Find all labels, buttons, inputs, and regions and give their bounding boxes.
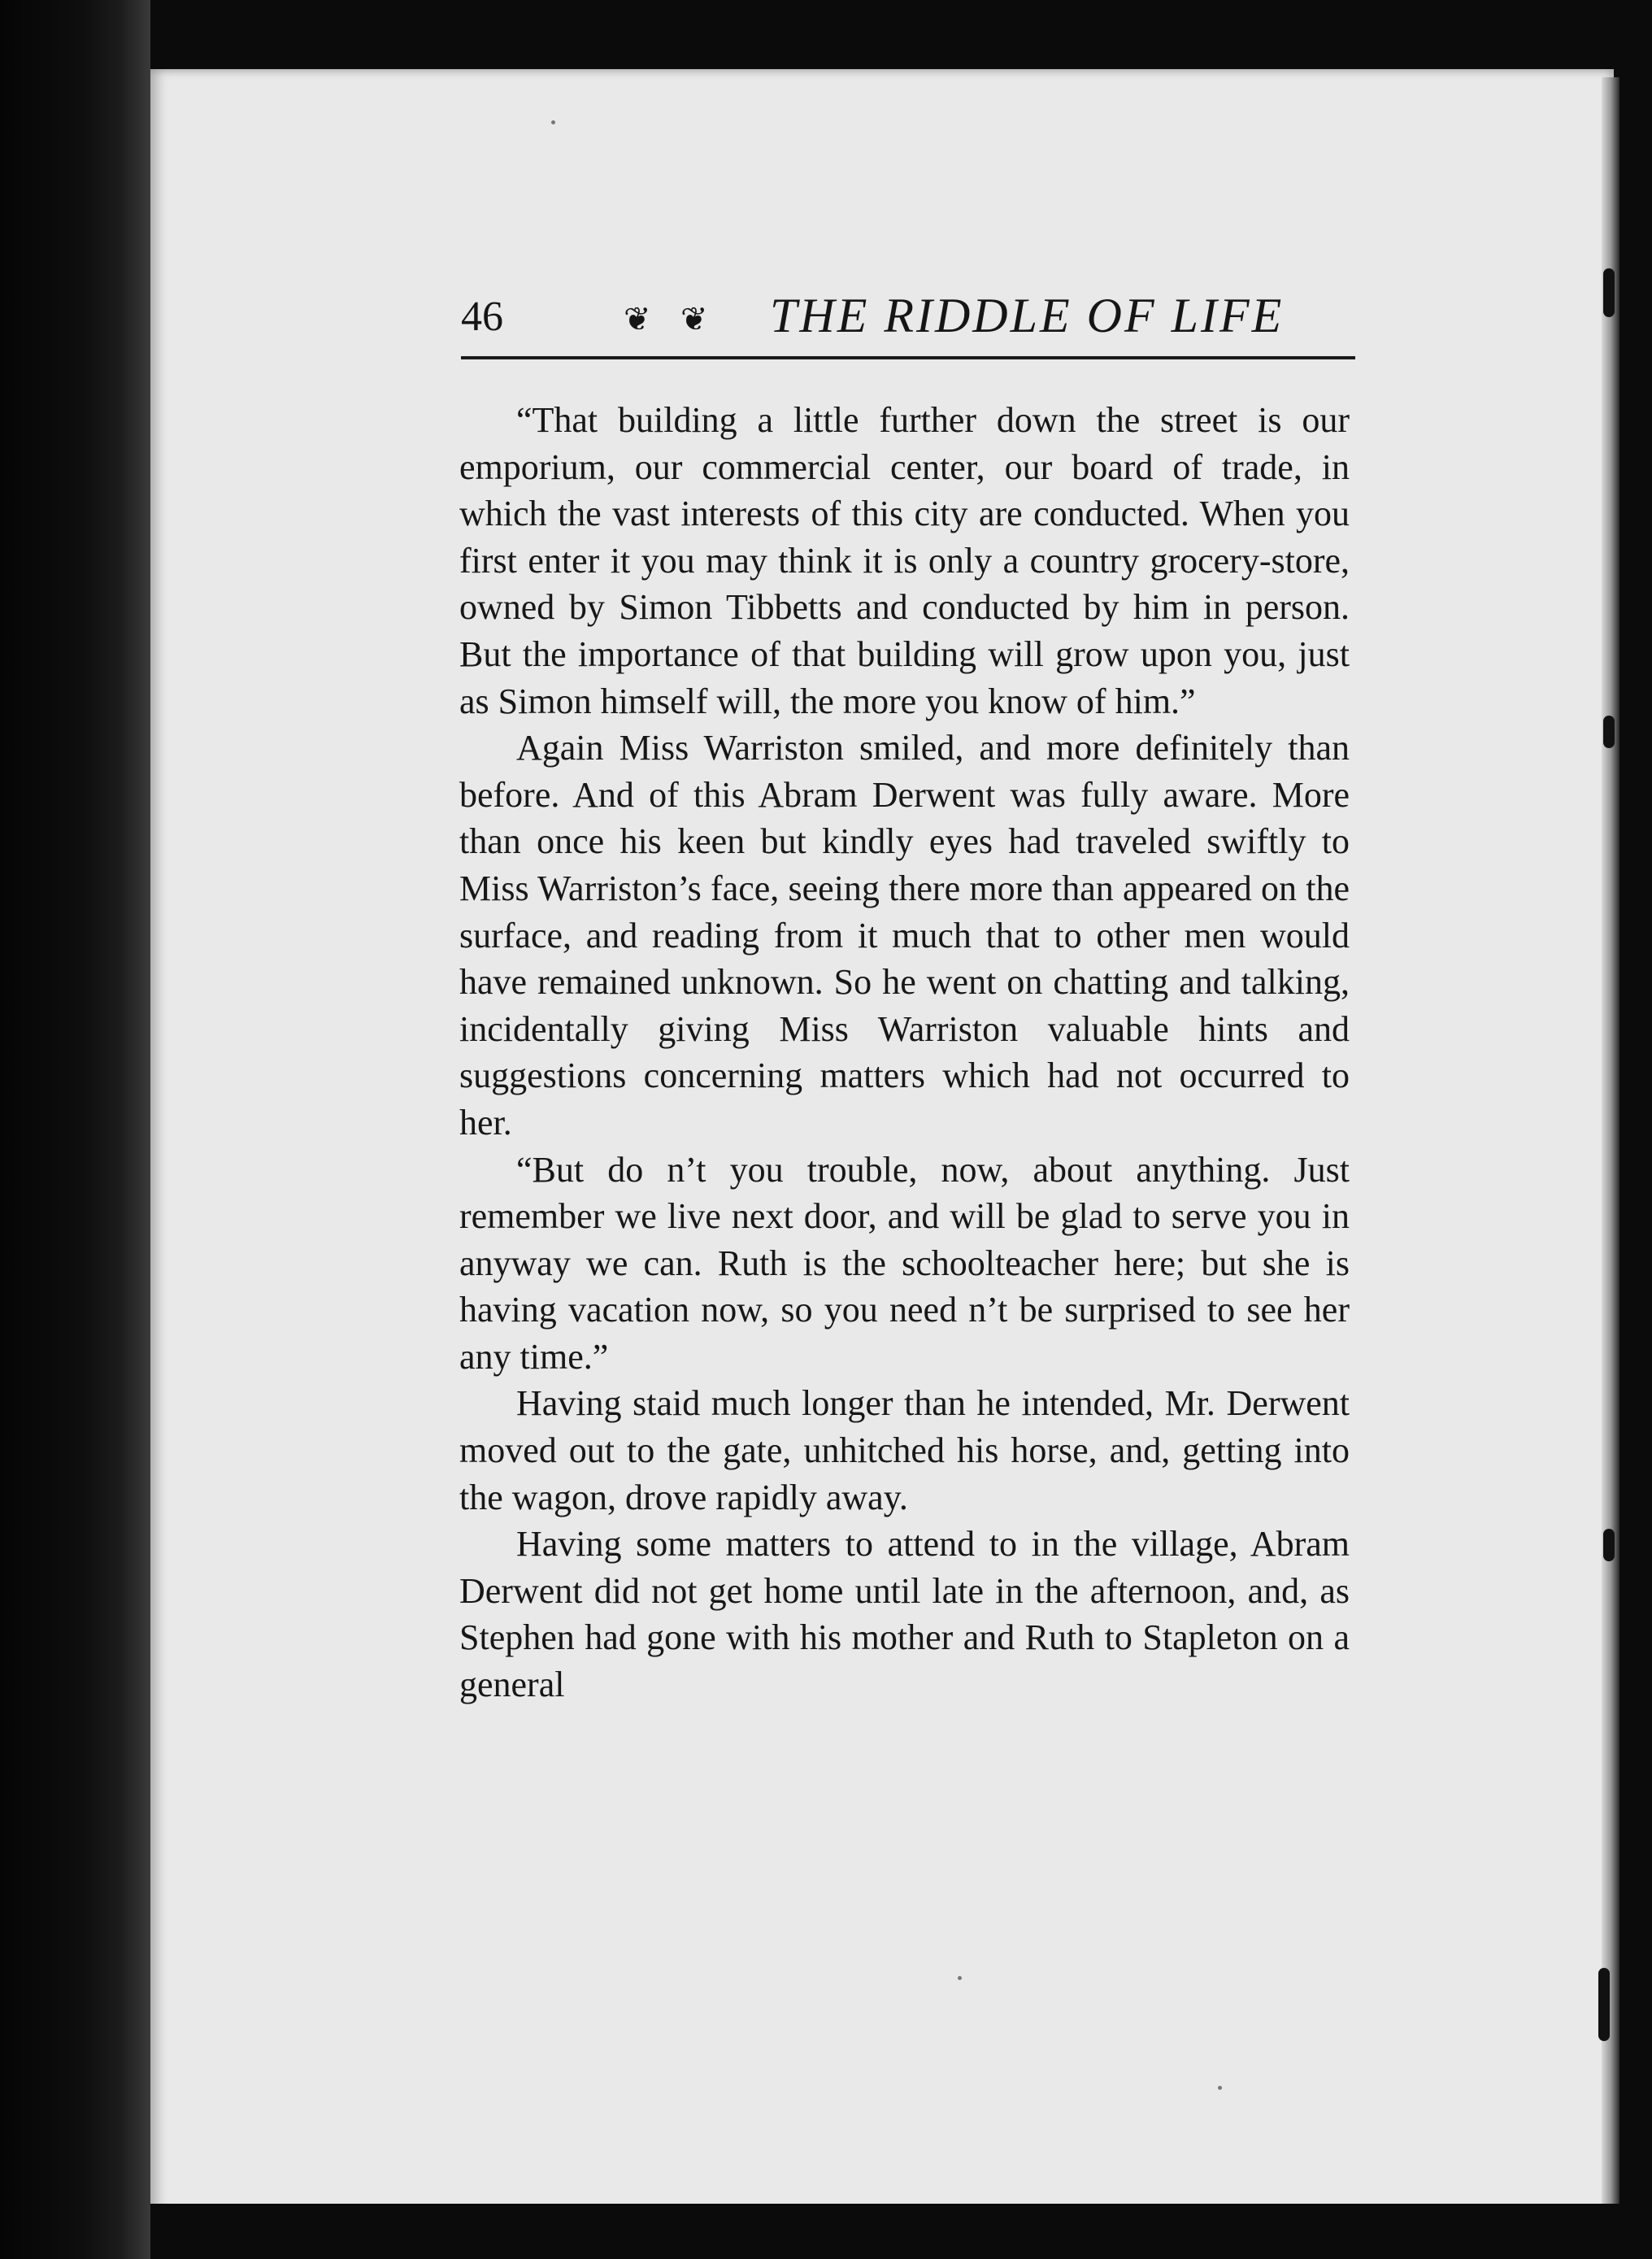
running-header	[461, 285, 1355, 358]
edge-mark	[1603, 268, 1615, 317]
scan-bottom-border	[150, 2204, 1622, 2259]
edge-mark	[1598, 1968, 1610, 2041]
paper-speck	[551, 120, 555, 124]
page-number: 46	[461, 294, 503, 340]
paper-speck	[958, 1976, 962, 1980]
body-text	[459, 397, 1350, 1708]
paragraph: Again Miss Warriston smiled, and more definitely than before. And of this Abram Derwent was fully aware. More than once his keen but kindly eyes had traveled swiftly to Miss Warriston’s face, seeing there more than appeared on the surface, and reading from it much that to other men would have remained unknown. So he went on chatting and talking, incidentally giving Miss Warriston valuable hints and suggestions concerning matters which had not occurred to her.	[459, 728, 1350, 1143]
running-title: THE RIDDLE OF LIFE	[770, 289, 1285, 342]
edge-mark	[1603, 716, 1615, 748]
edge-mark	[1603, 1529, 1615, 1561]
header-rule	[461, 356, 1355, 359]
paper-speck	[1218, 2086, 1222, 2090]
page-right-edge	[1602, 77, 1619, 2208]
paragraph: Having staid much longer than he intended, Mr. Derwent moved out to the gate, unhitched his horse, and, getting into the wagon, drove rapidly away.	[459, 1383, 1350, 1517]
paragraph: “That building a little further down the street is our emporium, our commercial center, our board of trade, in which the vast interests of this city are conducted. When you first enter it you may think it is only a country grocery-store, owned by Simon Tibbetts and conducted by him in person. But the importance of that building will grow upon you, just as Simon himself will, the more you know of him.”	[459, 400, 1350, 721]
book-spine-edge	[0, 0, 150, 2259]
leaf-ornament-icon: ❦	[624, 301, 651, 338]
paragraph: Having some matters to attend to in the village, Abram Derwent did not get home until late in the afternoon, and, as Stephen had gone with his mother and Ruth to Stapleton on a general	[459, 1524, 1350, 1705]
paragraph: “But do n’t you trouble, now, about anything. Just remember we live next door, and will be glad to serve you in anyway we can. Ruth is the schoolteacher here; but she is having vacation now, so you need n’t be surprised to see her any time.”	[459, 1149, 1350, 1377]
leaf-ornament-icon: ❦	[680, 301, 708, 338]
